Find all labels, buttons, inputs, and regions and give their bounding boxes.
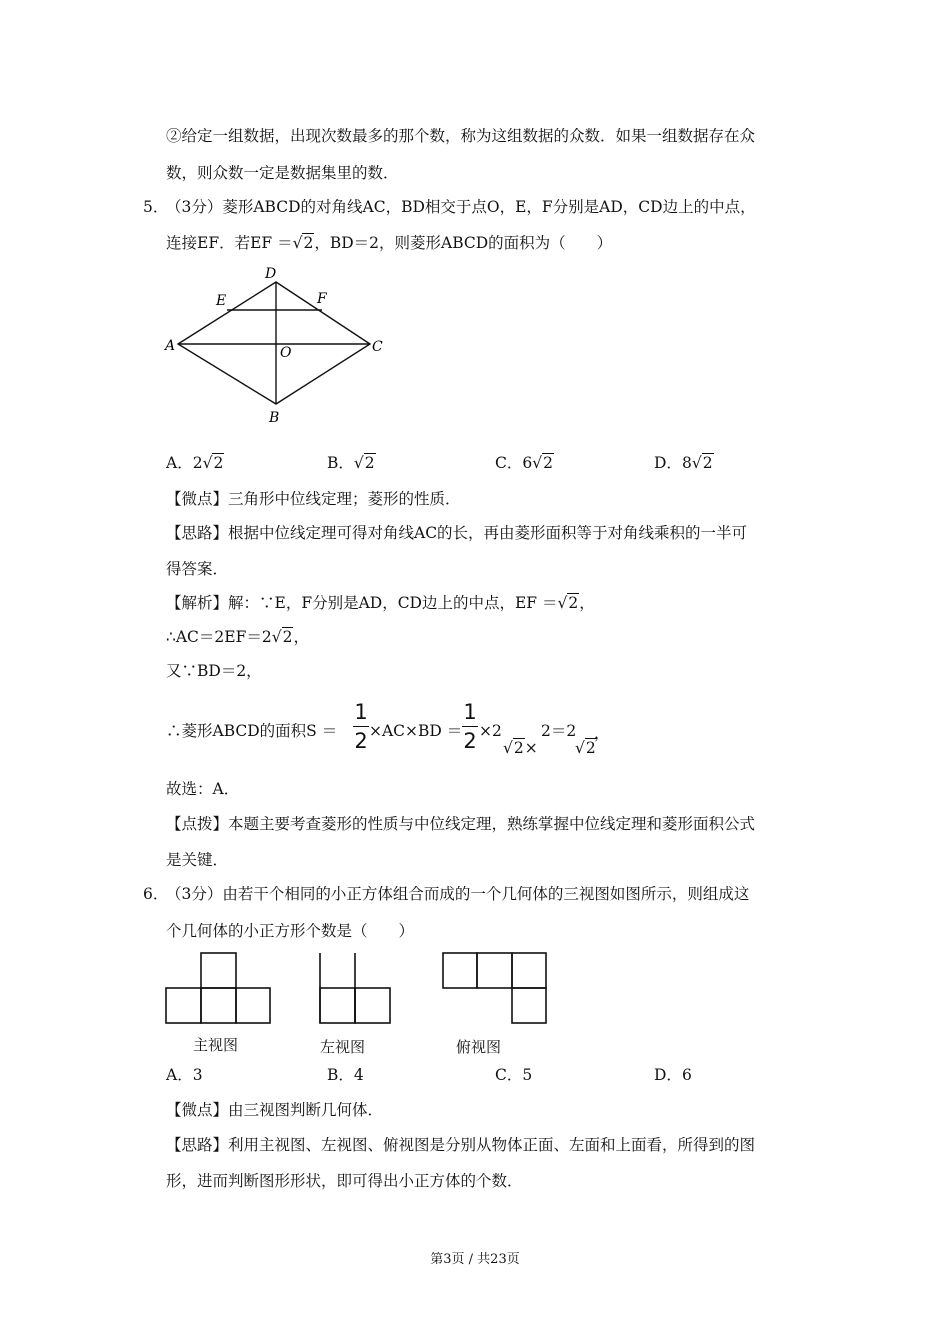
label-E: E <box>216 293 227 309</box>
label-B: B <box>269 410 280 426</box>
option-b[interactable]: B．√2 <box>327 454 375 472</box>
text-line: ②给定一组数据，出现次数最多的那个数，称为这组数据的众数．如果一组数据存在众 <box>166 127 756 145</box>
sqrt-expression: √2 <box>292 234 314 252</box>
fraction-half-1: 1 2 <box>354 700 368 753</box>
label-D: D <box>265 266 277 282</box>
silu-text-cont: 形，进而判断图形形状，即可得出小正方体的个数． <box>166 1172 523 1190</box>
ac-line: ∴AC＝2EF＝2√2， <box>166 628 309 646</box>
option-d[interactable]: D．6 <box>654 1066 692 1084</box>
option-a[interactable]: A．2√2 <box>166 454 224 472</box>
weidian-text: 【微点】由三视图判断几何体． <box>166 1101 384 1119</box>
area-text-a: ∴菱形ABCD的面积S ＝ <box>166 722 338 740</box>
area-text-c: ×2 <box>479 722 502 740</box>
page-footer: 第3页 / 共23页 <box>430 1252 520 1267</box>
text-line: 数，则众数一定是数据集里的数． <box>166 164 399 182</box>
area-text-d: 2＝2 <box>541 722 577 740</box>
question-number: 5． <box>143 198 169 216</box>
question-stem-line2: 个几何体的小正方形个数是（ ） <box>166 922 415 940</box>
caption-left-view: 左视图 <box>320 1038 366 1056</box>
question-number: 6． <box>143 885 169 903</box>
caption-top-view: 俯视图 <box>456 1038 502 1056</box>
area-sqrt-2: √2 <box>575 739 596 757</box>
caption-front-view: 主视图 <box>193 1036 239 1054</box>
dianbo-text-cont: 是关键． <box>166 851 229 869</box>
three-views-figure <box>160 948 560 1032</box>
question-stem: （3分）由若干个相同的小正方体组合而成的一个几何体的三视图如图所示，则组成这 <box>166 885 750 903</box>
question-stem-line2 <box>166 232 612 254</box>
question-stem: （3分）菱形ABCD的对角线AC，BD相交于点O，E，F分别是AD，CD边上的中点， <box>166 198 756 216</box>
answer-text: 故选：A． <box>166 780 240 798</box>
option-a[interactable]: A．3 <box>166 1066 203 1084</box>
silu-text: 【思路】根据中位线定理可得对角线AC的长，再由菱形面积等于对角线乘积的一半可 <box>166 524 748 542</box>
label-C: C <box>372 339 383 355</box>
silu-text-cont: 得答案． <box>166 560 229 578</box>
label-A: A <box>165 338 176 354</box>
jiexi-line: 【解析】解：∵E，F分别是AD，CD边上的中点，EF ＝√2， <box>166 594 595 612</box>
area-sqrt-1: √2× <box>503 739 538 757</box>
option-d[interactable]: D．8√2 <box>654 454 713 472</box>
stem-text: 连接EF．若EF ＝ <box>166 234 293 252</box>
label-O: O <box>280 345 292 361</box>
silu-text: 【思路】利用主视图、左视图、俯视图是分别从物体正面、左面和上面看，所得到的图 <box>166 1136 756 1154</box>
weidian-text: 【微点】三角形中位线定理；菱形的性质． <box>166 490 461 508</box>
bd-line: 又∵BD＝2， <box>166 662 262 680</box>
option-c[interactable]: C．5 <box>495 1066 533 1084</box>
area-end: ， <box>594 724 610 742</box>
stem-text: ，BD＝2，则菱形ABCD的面积为（ ） <box>314 234 613 252</box>
dianbo-text: 【点拨】本题主要考查菱形的性质与中位线定理，熟练掌握中位线定理和菱形面积公式 <box>166 815 756 833</box>
fraction-half-2: 1 2 <box>463 700 477 753</box>
area-text-b: ×AC×BD ＝ <box>369 722 463 740</box>
label-F: F <box>317 291 327 307</box>
option-c[interactable]: C．6√2 <box>495 454 554 472</box>
option-b[interactable]: B．4 <box>327 1066 364 1084</box>
rhombus-figure <box>160 262 400 432</box>
